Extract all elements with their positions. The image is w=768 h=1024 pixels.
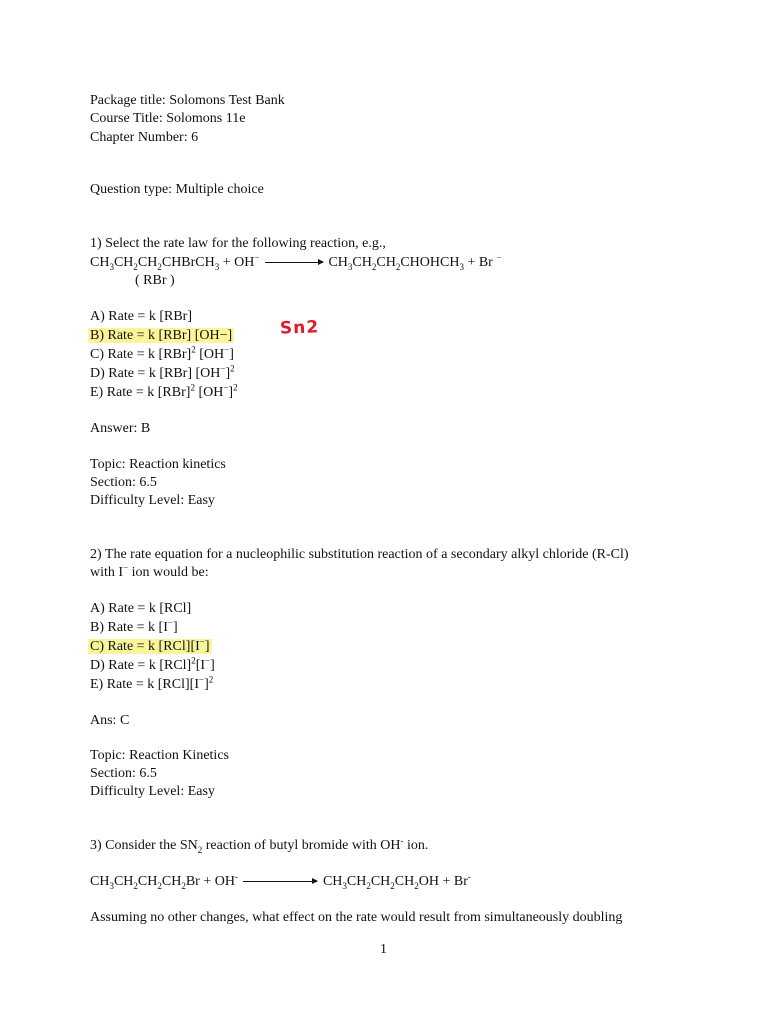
q2-prompt-line1: 2) The rate equation for a nucleophilic substitution reaction of a secondary alkyl chloride (R-Cl) [90, 547, 629, 562]
q1-topic: Topic: Reaction kinetics [90, 457, 226, 472]
reaction-arrow-icon [243, 881, 317, 882]
q1-section: Section: 6.5 [90, 475, 157, 490]
q1-prompt: 1) Select the rate law for the following reaction, e.g., [90, 236, 386, 251]
q2-option-e: E) Rate = k $[RCl][I^-]^2$ [90, 674, 214, 692]
q3-prompt: 3) Consider the $SN_2$ reaction of butyl bromide with OH- ion. [90, 835, 429, 855]
page-number: 1 [380, 942, 387, 957]
q1-answer: Answer: B [90, 421, 151, 436]
q2-option-d: D) Rate = k [RCl]$^2$[I−] [90, 655, 215, 673]
q2-difficulty: Difficulty Level: Easy [90, 784, 215, 799]
q1-option-e: E) Rate = k [RBr]$^2$ $[OH^-]^2$ [90, 382, 238, 400]
q1-reactant: $CH_3CH_2CH_2CHBrCH_3 + OH^-$ [90, 252, 260, 272]
q3-reactant: $CH_3CH_2CH_2CH_2Br + OH^-$ [90, 871, 238, 891]
q2-option-b: B) Rate = k [I−] [90, 617, 178, 635]
q2-topic: Topic: Reaction Kinetics [90, 748, 229, 763]
q1-product: $CH_3CH_2CH_2CHOHCH_3 + Br$ − [328, 252, 502, 272]
q1-reaction [90, 254, 501, 272]
q3-product: $CH_3CH_2CH_2CH_2OH + Br^-$ [322, 871, 471, 891]
q3-line: Assuming no other changes, what effect on the rate would result from simultaneously doubling [90, 910, 623, 925]
q1-option-d: D) Rate = k [RBr] $[OH^-]^2$ [90, 363, 235, 381]
q2-option-c-highlight: C) Rate = k [RCl][I−] [90, 636, 210, 654]
handwritten-sn2-annotation: Sn2 [279, 317, 320, 339]
course-title: Course Title: Solomons 11e [90, 111, 246, 126]
q2-section: Section: 6.5 [90, 766, 157, 781]
q3-reaction [90, 873, 471, 891]
q1-option-b [90, 327, 234, 345]
q1-option-c: C) Rate = k [RBr]$^2$ [OH−] [90, 344, 234, 362]
q1-option-a: A) Rate = k [RBr] [90, 309, 192, 324]
reaction-arrow-icon [265, 262, 323, 263]
q1-rbr-label: ( RBr ) [135, 273, 175, 288]
q2-option-c [90, 638, 212, 656]
package-title: Package title: Solomons Test Bank [90, 93, 285, 108]
chapter-number: Chapter Number: 6 [90, 130, 199, 145]
question-type: Question type: Multiple choice [90, 182, 264, 197]
q1-option-b-highlight: B) Rate = k [RBr] [OH−] [90, 328, 233, 343]
q2-answer: Ans: C [90, 713, 130, 728]
q2-option-a: A) Rate = k [RCl] [90, 601, 192, 616]
q1-difficulty: Difficulty Level: Easy [90, 493, 215, 508]
q2-prompt-line2: with I− ion would be: [90, 562, 209, 580]
